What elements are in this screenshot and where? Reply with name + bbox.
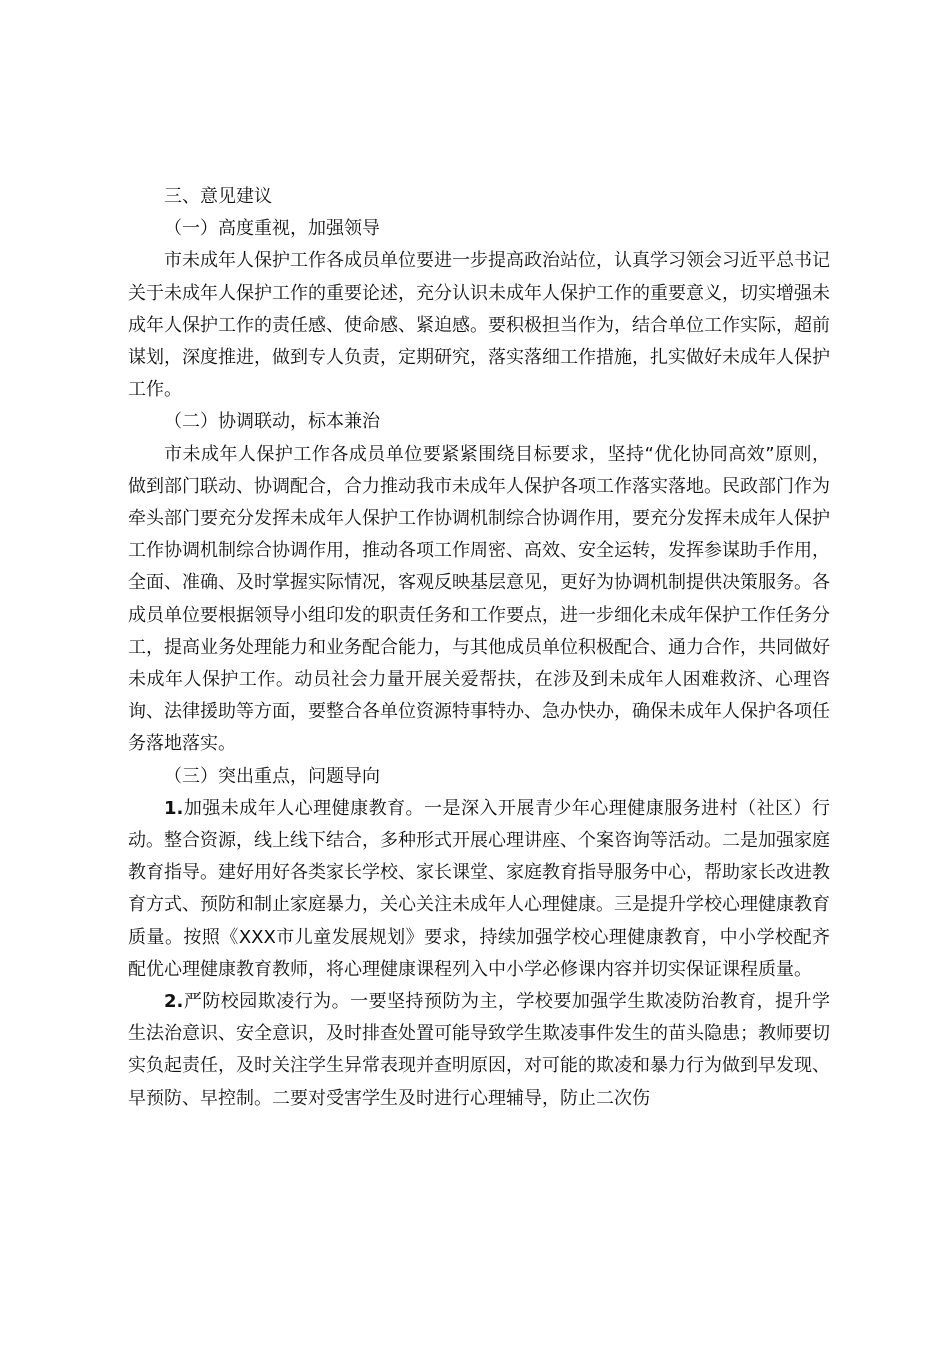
- item-1-number: 1.: [164, 797, 184, 819]
- item-1-paragraph: [128, 793, 830, 986]
- subsection-3-heading: （三）突出重点，问题导向: [164, 765, 380, 787]
- item-2-paragraph: [128, 986, 830, 1115]
- section-heading: 三、意见建议: [164, 186, 272, 207]
- item-2-text: 严防校园欺凌行为。一要坚持预防为主，学校要加强学生欺凌防治教育，提升学生法治意识、安全意识，及时排查处置可能导致学生欺凌事件发生的苗头隐患；教师要切实负起责任，及时关注学生异常表现并查明原因，对可能的欺凌和暴力行为做到早发现、早预防、早控制。二要对受害学生及时进行心理辅导，防止二次伤: [128, 991, 830, 1109]
- subsection-1-paragraph: 市未成年人保护工作各成员单位要进一步提高政治站位，认真学习领会习近平总书记关于未成年人保护工作的重要论述，充分认识未成年人保护工作的重要意义，切实增强未成年人保护工作的责任感、使命感、紧迫感。要积极担当作为，结合单位工作实际，超前谋划，深度推进，做到专人负责，定期研究，落实落细工作措施，扎实做好未成年人保护工作。: [128, 250, 830, 401]
- item-1-text: 加强未成年人心理健康教育。一是深入开展青少年心理健康服务进村（社区）行动。整合资源，线上线下结合，多种形式开展心理讲座、个案咨询等活动。二是加强家庭教育指导。建好用好各类家长学校、家长课堂、家庭教育指导服务中心，帮助家长改进教育方式、预防和制止家庭暴力，关心关注未成年人心理健康。三是提升学校心理健康教育质量。按照《XXX市儿童发展规划》要求，持续加强学校心理健康教育，中小学校配齐配优心理健康教育教师，将心理健康课程列入中小学必修课内容并切实保证课程质量。: [128, 797, 830, 980]
- item-2-number: 2.: [164, 991, 184, 1013]
- subsection-2-paragraph: 市未成年人保护工作各成员单位要紧紧围绕目标要求，坚持“优化协同高效”原则，做到部门联动、协调配合，合力推动我市未成年人保护各项工作落实落地。民政部门作为牵头部门要充分发挥未成年人保护工作协调机制综合协调作用，要充分发挥未成年人保护工作协调机制综合协调作用，推动各项工作周密、高效、安全运转，发挥参谋助手作用，全面、准确、及时掌握实际情况，客观反映基层意见，更好为协调机制提供决策服务。各成员单位要根据领导小组印发的职责任务和工作要点，进一步细化未成年保护工作任务分工，提高业务处理能力和业务配合能力，与其他成员单位积极配合、通力合作，共同做好未成年人保护工作。动员社会力量开展关爱帮扶，在涉及到未成年人困难救济、心理咨询、法律援助等方面，要整合各单位资源特事特办、急办快办，确保未成年人保护各项任务落地落实。: [128, 443, 830, 755]
- document-body: [128, 181, 830, 1115]
- subsection-1-heading: （一）高度重视，加强领导: [164, 218, 380, 240]
- subsection-2-heading: （二）协调联动，标本兼治: [164, 411, 380, 433]
